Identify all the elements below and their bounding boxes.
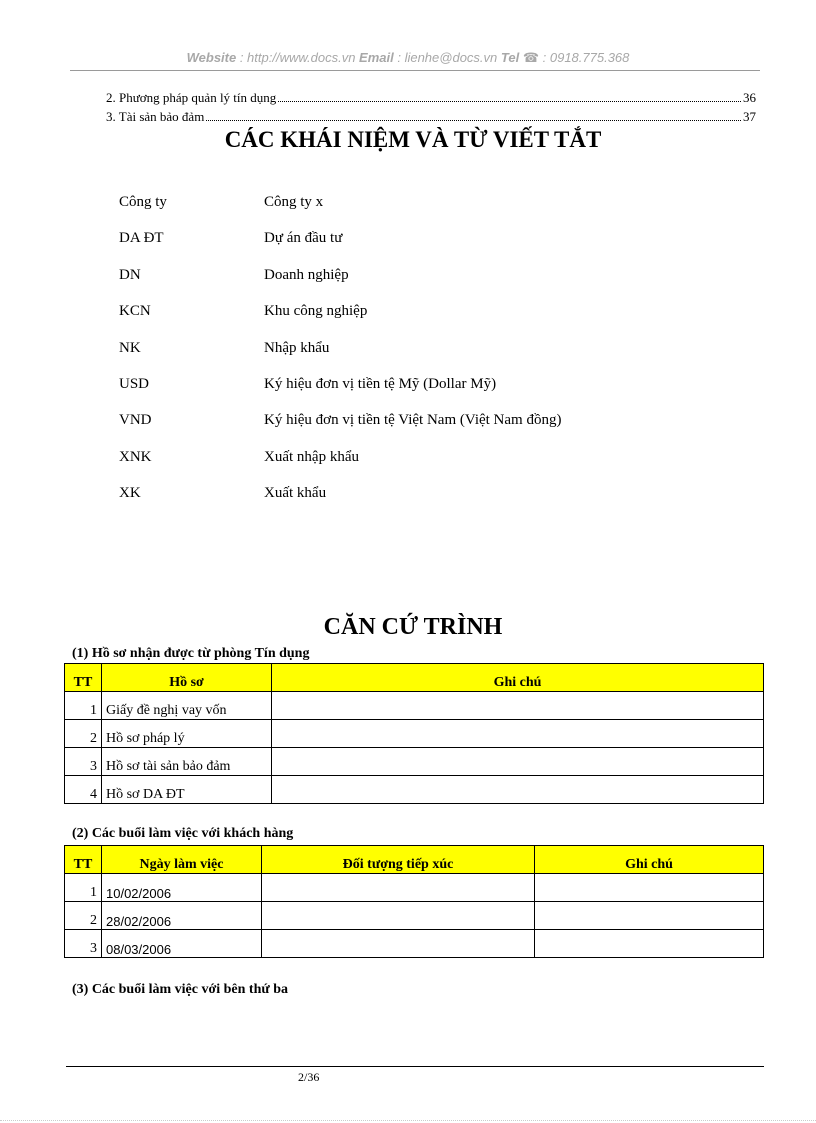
toc-entry-page: 37 xyxy=(743,109,756,124)
header-tt: TT xyxy=(65,846,102,874)
table-row xyxy=(65,776,764,804)
cell-ho-so: Hồ sơ DA ĐT xyxy=(102,776,272,804)
cell-ghi-chu[interactable] xyxy=(535,930,764,958)
cell-tt: 3 xyxy=(65,930,102,958)
section-2-label: (2) Các buổi làm việc với khách hàng xyxy=(72,826,294,841)
toc-leader xyxy=(206,120,741,121)
abbreviation-meaning: Công ty x xyxy=(264,194,324,210)
abbreviation-meaning: Ký hiệu đơn vị tiền tệ Mỹ (Dollar Mỹ) xyxy=(264,376,497,392)
abbreviation-code: KCN xyxy=(119,303,151,319)
toc-entry-page: 36 xyxy=(743,90,756,105)
abbreviation-meaning: Dự án đầu tư xyxy=(264,230,343,246)
page-number: 2/36 xyxy=(298,1070,320,1084)
email-value: : lienhe@docs.vn xyxy=(393,50,501,65)
abbreviation-code: USD xyxy=(119,376,150,392)
page-header xyxy=(0,50,816,66)
header-divider xyxy=(70,70,760,71)
cell-tt: 1 xyxy=(65,874,102,902)
cell-ghi-chu[interactable] xyxy=(272,748,764,776)
abbreviation-code: DA ĐT xyxy=(119,230,164,246)
cell-ho-so: Hồ sơ pháp lý xyxy=(102,720,272,748)
abbreviation-code: XNK xyxy=(119,449,152,465)
website-value: : http://www.docs.vn xyxy=(236,50,360,65)
cell-ngay: 28/02/2006 xyxy=(102,902,262,930)
footer-divider xyxy=(66,1066,764,1067)
cell-ngay: 10/02/2006 xyxy=(102,874,262,902)
cell-ghi-chu[interactable] xyxy=(535,902,764,930)
cell-ghi-chu[interactable] xyxy=(272,776,764,804)
header-ho-so: Hồ sơ xyxy=(102,664,272,692)
cell-tt: 2 xyxy=(65,720,102,748)
cell-tt: 3 xyxy=(65,748,102,776)
lam-viec-table xyxy=(64,845,764,958)
tel-value: : 0918.775.368 xyxy=(539,50,630,65)
abbreviation-code: Công ty xyxy=(119,194,167,210)
section-1-label: (1) Hồ sơ nhận được từ phòng Tín dụng xyxy=(72,646,310,661)
cell-ghi-chu[interactable] xyxy=(272,692,764,720)
cell-ngay: 08/03/2006 xyxy=(102,930,262,958)
cell-tt: 2 xyxy=(65,902,102,930)
cell-ghi-chu[interactable] xyxy=(535,874,764,902)
header-ngay-lam-viec: Ngày làm việc xyxy=(102,846,262,874)
cell-doi-tuong[interactable] xyxy=(262,874,535,902)
table-row xyxy=(65,748,764,776)
toc-entry[interactable] xyxy=(106,109,756,125)
abbreviation-meaning: Ký hiệu đơn vị tiền tệ Việt Nam (Việt Nam đồng) xyxy=(264,412,562,428)
cell-doi-tuong[interactable] xyxy=(262,930,535,958)
website-label: Website xyxy=(186,50,237,65)
abbreviation-code: DN xyxy=(119,267,141,283)
cell-ho-so: Giấy đề nghị vay vốn xyxy=(102,692,272,720)
table-header-row xyxy=(65,846,764,874)
header-tt: TT xyxy=(65,664,102,692)
table-row xyxy=(65,930,764,958)
abbreviation-meaning: Doanh nghiệp xyxy=(264,267,349,283)
can-cu-title: CĂN CỨ TRÌNH xyxy=(323,614,503,640)
abbreviation-meaning: Khu công nghiệp xyxy=(264,303,368,319)
table-header-row xyxy=(65,664,764,692)
tel-label: Tel xyxy=(500,50,520,65)
toc-entry[interactable] xyxy=(106,90,756,106)
table-row xyxy=(65,874,764,902)
header-ghi-chu: Ghi chú xyxy=(272,664,764,692)
cell-tt: 1 xyxy=(65,692,102,720)
abbreviation-code: XK xyxy=(119,485,141,501)
abbreviation-meaning: Xuất nhập khẩu xyxy=(264,449,359,465)
abbreviation-code: VND xyxy=(119,412,152,428)
section-3-label: (3) Các buổi làm việc với bên thứ ba xyxy=(72,982,289,997)
cell-ghi-chu[interactable] xyxy=(272,720,764,748)
header-doi-tuong: Đối tượng tiếp xúc xyxy=(262,846,535,874)
header-ghi-chu: Ghi chú xyxy=(535,846,764,874)
abbreviation-code: NK xyxy=(119,340,141,356)
table-row xyxy=(65,902,764,930)
table-row xyxy=(65,692,764,720)
email-label: Email xyxy=(359,50,394,65)
phone-icon: ☎ xyxy=(522,50,540,65)
table-row xyxy=(65,720,764,748)
toc-entry-label: 2. Phương pháp quản lý tín dụng xyxy=(106,90,277,105)
cell-doi-tuong[interactable] xyxy=(262,902,535,930)
abbreviation-meaning: Xuất khẩu xyxy=(264,485,327,501)
abbreviations-title: CÁC KHÁI NIỆM VÀ TỪ VIẾT TẮT xyxy=(224,127,602,152)
cell-ho-so: Hồ sơ tài sản bảo đảm xyxy=(102,748,272,776)
ho-so-table xyxy=(64,663,764,804)
cell-tt: 4 xyxy=(65,776,102,804)
toc-entry-label: 3. Tài sản bảo đảm xyxy=(106,109,205,124)
page-edge-dots xyxy=(0,1120,816,1121)
abbreviation-meaning: Nhập khẩu xyxy=(264,340,330,356)
toc-leader xyxy=(278,101,741,102)
